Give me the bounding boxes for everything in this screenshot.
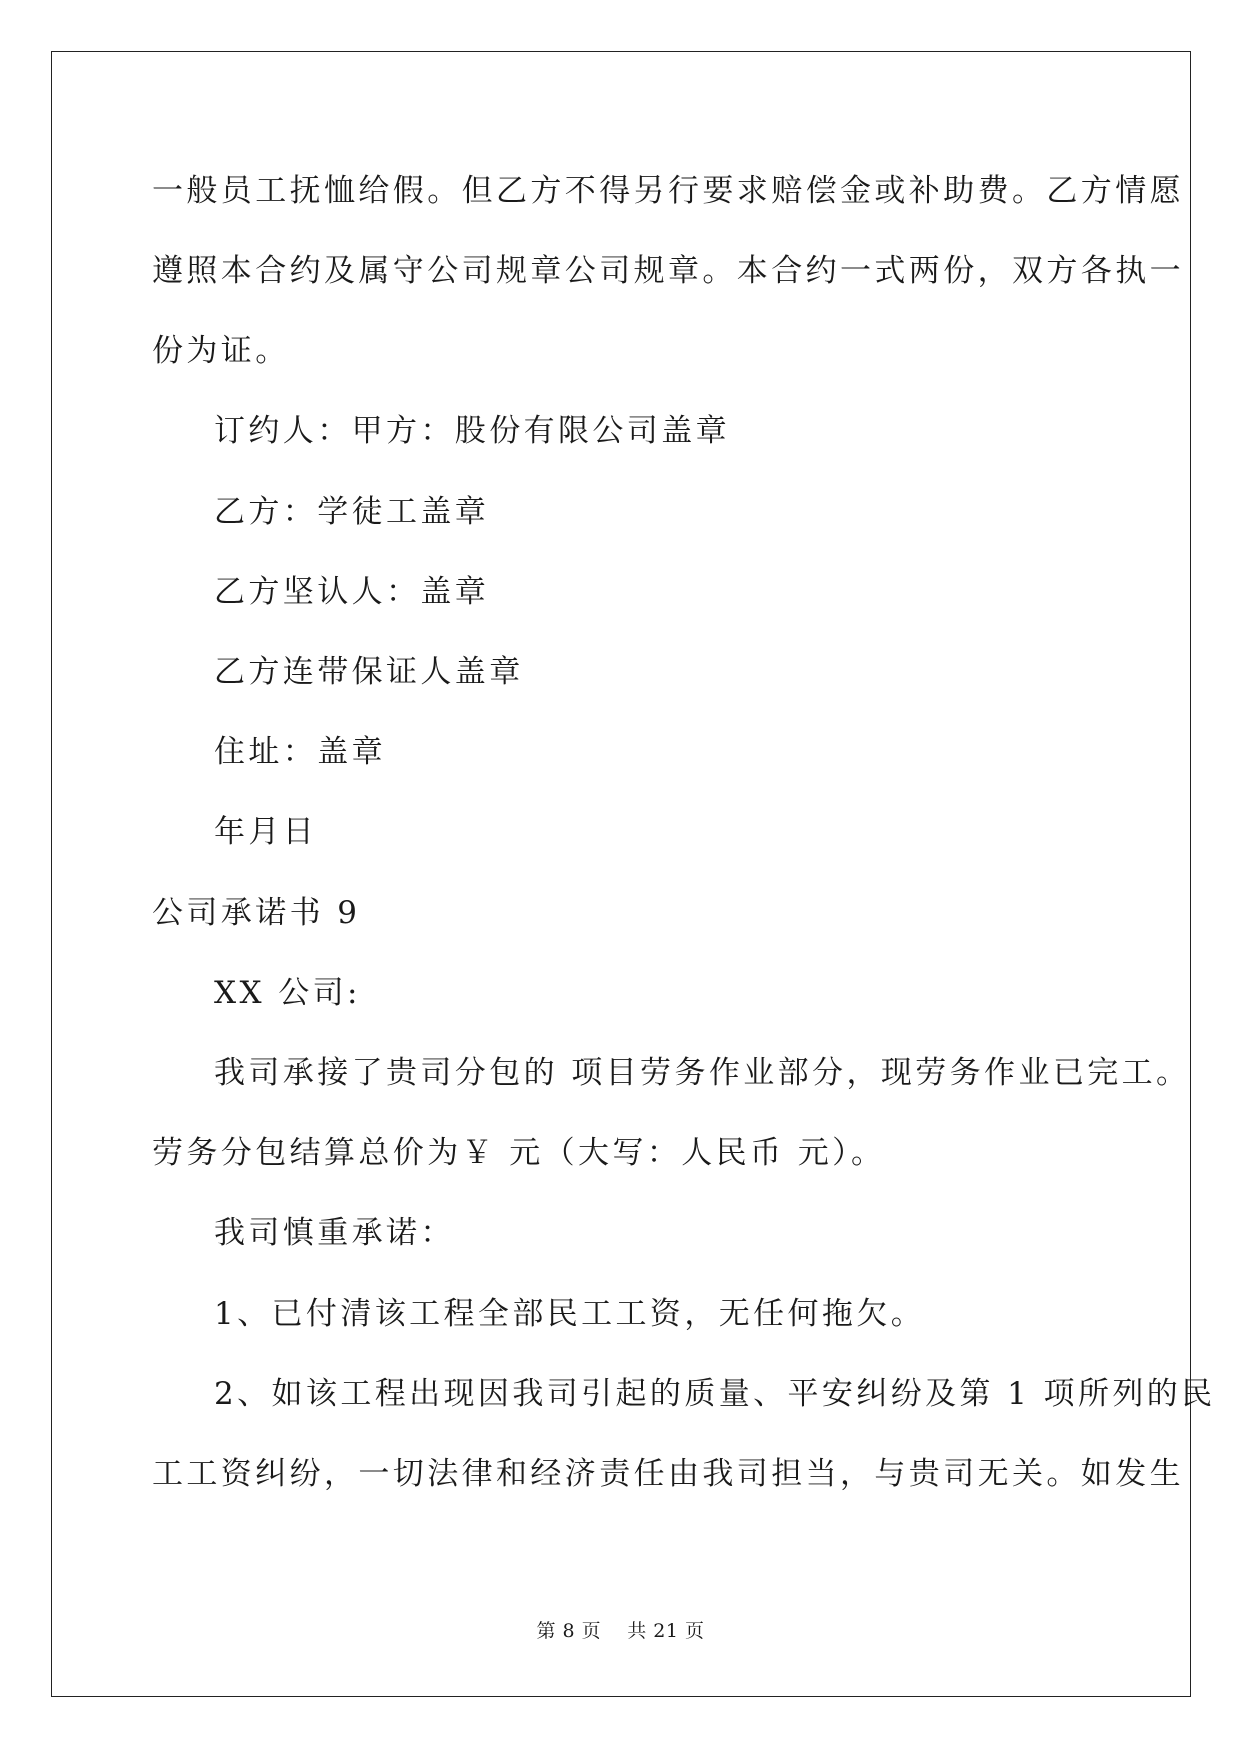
signatory-line: 订约人：甲方：股份有限公司盖章 [214, 413, 730, 449]
signatory-line: 乙方坚认人：盖章 [214, 574, 490, 610]
signatory-line: 住址：盖章 [214, 734, 386, 770]
numbered-item: 1、已付清该工程全部民工工资，无任何拖欠。 [214, 1296, 926, 1332]
page-border [51, 51, 1191, 1697]
signatory-line: 乙方：学徒工盖章 [214, 494, 490, 530]
body-text-line: 一般员工抚恤给假。但乙方不得另行要求赔偿金或补助费。乙方情愿 [152, 173, 1184, 209]
numbered-item: 2、如该工程出现因我司引起的质量、平安纠纷及第 1 项所列的民 [214, 1376, 1216, 1412]
date-line: 年月日 [214, 814, 318, 850]
body-text-line: 遵照本合约及属守公司规章公司规章。本合约一式两份，双方各执一 [152, 253, 1184, 289]
section-title: 公司承诺书 9 [152, 895, 361, 931]
body-text-line: 份为证。 [152, 333, 290, 369]
body-text-line: 我司承接了贵司分包的 项目劳务作业部分，现劳务作业已完工。 [214, 1055, 1191, 1091]
body-text-line: 我司慎重承诺： [214, 1215, 455, 1251]
addressee-line: XX 公司: [214, 975, 361, 1011]
signatory-line: 乙方连带保证人盖章 [214, 654, 524, 690]
body-text-line: 工工资纠纷，一切法律和经济责任由我司担当，与贵司无关。如发生 [152, 1456, 1184, 1492]
page-number: 第 8 页 共 21 页 [536, 1620, 705, 1642]
body-text-line: 劳务分包结算总价为￥ 元（大写：人民币 元）。 [152, 1135, 886, 1171]
